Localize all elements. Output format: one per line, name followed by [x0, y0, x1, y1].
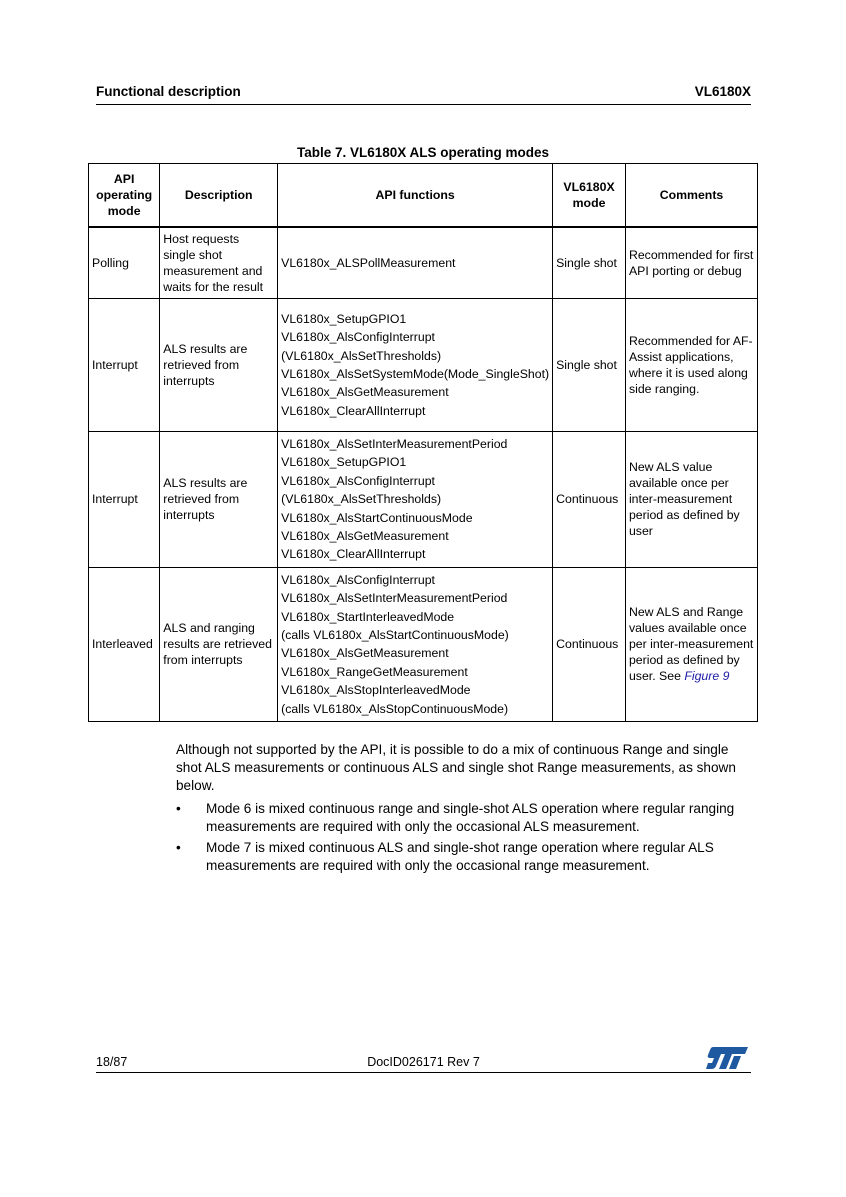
bullet-item — [176, 839, 756, 875]
api-function-name: VL6180x_AlsGetMeasurement — [281, 646, 449, 661]
cell-device-mode: Single shot — [553, 227, 626, 299]
api-function-name: VL6180x_AlsSetInterMeasurementPeriod — [281, 437, 508, 451]
cell-device-mode: Single shot — [553, 299, 626, 432]
table-row — [89, 299, 758, 432]
page-footer — [96, 1052, 751, 1073]
cell-comments — [625, 432, 757, 568]
table-caption: Table 7. VL6180X ALS operating modes — [296, 145, 550, 160]
cell-description: ALS results are retrieved from interrupts — [160, 432, 278, 568]
column-header-api-mode: API operating mode — [89, 164, 160, 228]
api-function-name: VL6180x_StartInterleavedMode — [281, 609, 455, 624]
cell-description: Host requests single shot measurement and waits for the result — [160, 227, 278, 299]
cell-api-mode: Interrupt — [89, 299, 160, 432]
bullet-text: Mode 6 is mixed continuous range and single-shot ALS operation where regular ranging measurements are required with only the occasional ALS measurement. — [206, 800, 735, 834]
bullet-icon: • — [176, 840, 181, 856]
document-id: DocID026171 Rev 7 — [367, 1055, 480, 1069]
section-title: Functional description — [96, 84, 241, 99]
api-function-name: VL6180x_AlsConfigInterrupt — [281, 572, 435, 587]
comment-text: Recommended for AF-Assist applications, where it is used along side ranging. — [628, 334, 753, 396]
column-header-api-functions: API functions — [278, 164, 553, 228]
api-function-name: VL6180x_AlsStartContinuousMode — [281, 510, 473, 525]
api-function-name: VL6180x_SetupGPIO1 — [281, 311, 407, 326]
table-row — [89, 227, 758, 299]
intro-paragraph: Although not supported by the API, it is possible to do a mix of continuous Range and single shot ALS measurements or continuous ALS and single shot Range measurements, as shown below. — [176, 742, 736, 794]
cell-comments — [625, 567, 757, 721]
st-logo-icon — [705, 1046, 749, 1070]
cell-api-functions — [278, 227, 553, 299]
column-header-device-mode: VL6180X mode — [553, 164, 626, 228]
cell-comments — [625, 299, 757, 432]
cell-api-mode: Interleaved — [89, 567, 160, 721]
table-header-row — [89, 164, 758, 228]
table-row — [89, 567, 758, 721]
api-function-name: (calls VL6180x_AlsStartContinuousMode) — [281, 628, 509, 643]
api-function-name: (VL6180x_AlsSetThresholds) — [281, 492, 442, 507]
api-function-name: VL6180x_AlsSetSystemMode(Mode_SingleShot) — [281, 367, 550, 381]
bullet-icon: • — [176, 800, 181, 816]
cell-api-functions — [278, 299, 553, 432]
api-function-name: VL6180x_SetupGPIO1 — [281, 455, 407, 470]
product-name: VL6180X — [694, 84, 751, 99]
table-row — [89, 432, 758, 568]
body-text — [176, 741, 756, 878]
api-function-name: VL6180x_AlsGetMeasurement — [281, 385, 449, 400]
comment-text: Recommended for first API porting or debug — [628, 248, 754, 278]
api-function-name: VL6180x_AlsConfigInterrupt — [281, 330, 435, 345]
bullet-item — [176, 800, 756, 836]
column-header-comments: Comments — [625, 164, 757, 228]
als-operating-modes-table — [88, 163, 758, 722]
cell-device-mode: Continuous — [553, 567, 626, 721]
api-function-name: (VL6180x_AlsSetThresholds) — [281, 348, 442, 363]
bullet-text: Mode 7 is mixed continuous ALS and single-shot range operation where regular ALS measurements are required with only the occasional range measurement. — [206, 840, 714, 874]
api-function-name: VL6180x_RangeGetMeasurement — [281, 664, 468, 679]
cell-device-mode: Continuous — [553, 432, 626, 568]
cell-description: ALS results are retrieved from interrupts — [160, 299, 278, 432]
api-function-name: VL6180x_ALSPollMeasurement — [281, 255, 456, 270]
api-function-name: VL6180x_AlsStopInterleavedMode — [281, 683, 471, 698]
cell-comments — [625, 227, 757, 299]
cell-api-mode: Interrupt — [89, 432, 160, 568]
comment-text: New ALS and Range values available once per inter-measurement period as defined by user. See — [628, 605, 754, 684]
api-function-name: (calls VL6180x_AlsStopContinuousMode) — [281, 701, 509, 716]
api-function-name: VL6180x_AlsConfigInterrupt — [281, 473, 435, 488]
api-function-name: VL6180x_ClearAllInterrupt — [281, 547, 426, 562]
api-function-name: VL6180x_AlsSetInterMeasurementPeriod — [281, 591, 508, 606]
page-header — [96, 82, 751, 105]
column-header-description: Description — [160, 164, 278, 228]
api-function-name: VL6180x_AlsGetMeasurement — [281, 529, 449, 544]
comment-text: New ALS value available once per inter-measurement period as defined by user — [628, 460, 740, 539]
page-number: 18/87 — [96, 1055, 128, 1069]
cell-api-functions — [278, 432, 553, 568]
api-function-name: VL6180x_ClearAllInterrupt — [281, 403, 426, 418]
cell-description: ALS and ranging results are retrieved from interrupts — [160, 567, 278, 721]
cell-api-functions — [278, 567, 553, 721]
figure-link[interactable]: Figure 9 — [684, 669, 730, 684]
cell-api-mode: Polling — [89, 227, 160, 299]
